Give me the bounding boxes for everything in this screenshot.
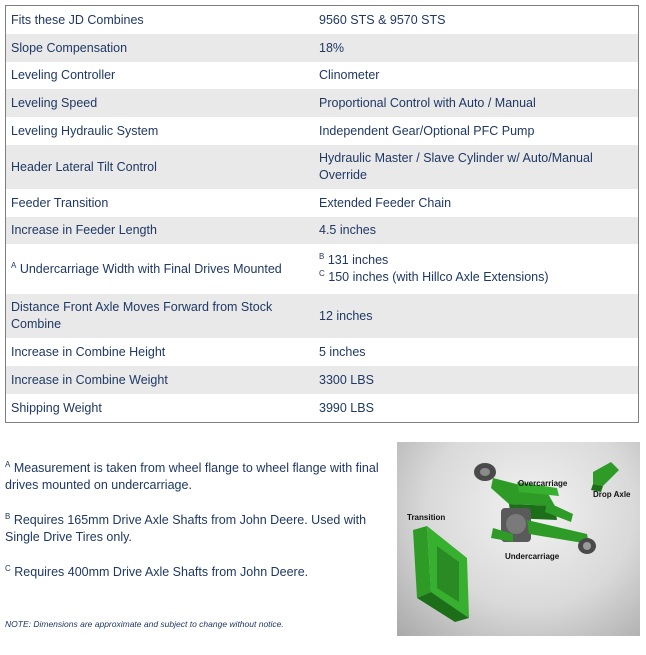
drop-axle-part — [591, 462, 619, 492]
spec-label: Slope Compensation — [11, 40, 128, 55]
value-line — [319, 252, 638, 269]
leveling-system-illustration — [397, 442, 640, 636]
spec-value: 9560 STS & 9570 STS — [319, 12, 446, 27]
spec-row — [6, 6, 638, 34]
footnote — [5, 512, 385, 546]
spec-label: Header Lateral Tilt Control — [11, 159, 157, 174]
footnote — [5, 460, 385, 494]
footnote-marker: A — [11, 260, 17, 270]
transition-label: Transition — [407, 513, 446, 522]
spec-row — [6, 244, 638, 294]
spec-value: 18% — [319, 40, 345, 55]
spec-label-text: Undercarriage Width with Final Drives Mounted — [19, 261, 282, 276]
spec-value: 4.5 inches — [319, 223, 376, 237]
spec-value: 12 inches — [319, 308, 373, 323]
spec-label: Fits these JD Combines — [11, 12, 144, 27]
product-photo — [397, 442, 640, 636]
value-text: 150 inches (with Hillco Axle Extensions) — [328, 270, 549, 284]
spec-value — [314, 252, 638, 286]
spec-value: Extended Feeder Chain — [319, 195, 452, 210]
transition-part — [413, 526, 469, 622]
value-text: 131 inches — [327, 253, 389, 267]
disclaimer: NOTE: Dimensions are approximate and subject to change without notice. — [5, 619, 284, 629]
spec-value: Hydraulic Master / Slave Cylinder w/ Auto/Manual Override — [319, 151, 593, 182]
value-line — [319, 269, 638, 286]
spec-row — [6, 89, 638, 117]
spec-label: Increase in Combine Height — [11, 344, 166, 359]
spec-table — [5, 5, 639, 423]
spec-label: Increase in Feeder Length — [11, 223, 157, 237]
spec-row — [6, 62, 638, 89]
spec-label: Leveling Controller — [11, 68, 116, 82]
footnote-marker: B — [319, 251, 325, 261]
spec-value: Clinometer — [319, 68, 380, 82]
spec-value: Independent Gear/Optional PFC Pump — [319, 123, 535, 138]
spec-value: 5 inches — [319, 344, 366, 359]
spec-row — [6, 217, 638, 244]
footnote-marker: C — [5, 563, 11, 573]
spec-label: Increase in Combine Weight — [11, 372, 168, 387]
undercarriage-label: Undercarriage — [505, 552, 560, 561]
spec-label: Shipping Weight — [11, 400, 102, 415]
spec-label — [6, 261, 314, 278]
footnote — [5, 564, 385, 581]
spec-label: Leveling Speed — [11, 95, 98, 110]
spec-label: Feeder Transition — [11, 195, 109, 210]
footnote-marker: B — [5, 511, 11, 521]
spec-row — [6, 338, 638, 366]
footnote-text: Requires 400mm Drive Axle Shafts from John Deere. — [14, 565, 309, 579]
spec-row — [6, 394, 638, 422]
spec-value: 3300 LBS — [319, 372, 374, 387]
spec-label: Distance Front Axle Moves Forward from Stock Combine — [11, 300, 273, 331]
spec-row — [6, 145, 638, 189]
spec-label: Leveling Hydraulic System — [11, 123, 159, 138]
spec-value: Proportional Control with Auto / Manual — [319, 95, 536, 110]
overcarriage-label: Overcarriage — [518, 479, 568, 488]
spec-row — [6, 117, 638, 145]
footnotes — [5, 460, 385, 599]
spec-value: 3990 LBS — [319, 400, 374, 415]
spec-row — [6, 366, 638, 394]
spec-row — [6, 189, 638, 217]
spec-row — [6, 34, 638, 62]
footnote-marker: C — [319, 268, 325, 278]
footnote-marker: A — [5, 459, 11, 469]
drop-axle-label: Drop Axle — [593, 490, 631, 499]
footnote-text: Measurement is taken from wheel flange to wheel flange with final drives mounted on undercarriage. — [5, 461, 379, 492]
spec-row — [6, 294, 638, 338]
footnote-text: Requires 165mm Drive Axle Shafts from John Deere. Used with Single Drive Tires only. — [5, 513, 367, 544]
